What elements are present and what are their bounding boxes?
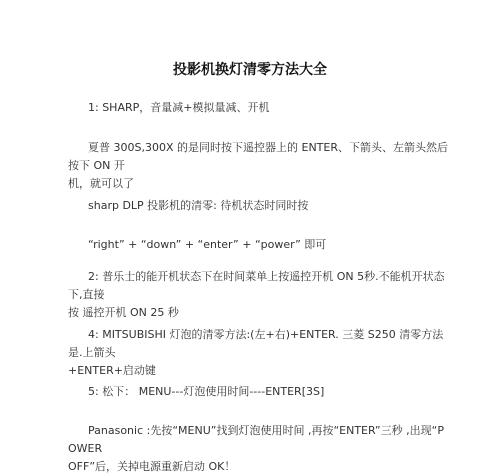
paragraph-key-combo <box>68 236 452 254</box>
paragraph-line: 5: 松下： MENU---灯泡使用时间----ENTER[3S] <box>88 385 325 398</box>
paragraph-sharp-dlp <box>68 197 452 215</box>
paragraph-panasonic-menu <box>68 383 452 401</box>
paragraph-line: 机，就可以了 <box>68 177 134 190</box>
paragraph-line: 1: SHARP，音量减+模拟量减、开机 <box>88 101 270 114</box>
paragraph-sharp-300s <box>68 139 452 193</box>
paragraph-line: 4: MITSUBISHI 灯泡的清零方法:(左+右)+ENTER. 三菱 S250 清零方法是.上箭头 <box>68 328 444 359</box>
paragraph-line: Panasonic :先按“MENU”找到灯泡使用时间 ,再按“ENTER”三秒 ,出现“POWER <box>68 424 444 455</box>
paragraph-line: 按 遥控开机 ON 25 秒 <box>68 306 179 319</box>
paragraph-line: OFF”后，关掉电源重新启动 OK！ <box>68 460 236 473</box>
paragraph-plus <box>68 268 452 322</box>
paragraph-sharp <box>68 99 452 117</box>
paragraph-line: +ENTER+启动键 <box>68 364 156 377</box>
paragraph-line: 夏普 300S,300X 的是同时按下遥控器上的 ENTER、下箭头、左箭头然后按下 ON 开 <box>68 141 448 172</box>
paragraph-line: “right” + “down” + “enter” + “power” 即可 <box>88 238 327 251</box>
paragraph-panasonic <box>68 422 452 475</box>
paragraph-mitsubishi <box>68 326 452 380</box>
page-title: 投影机换灯清零方法大全 <box>173 62 327 78</box>
paragraph-line: 2: 普乐士的能开机状态下在时间菜单上按遥控开机 ON 5秒.不能机开状态下,直接 <box>68 270 445 301</box>
paragraph-line: sharp DLP 投影机的清零: 待机状态时同时按 <box>88 199 309 212</box>
